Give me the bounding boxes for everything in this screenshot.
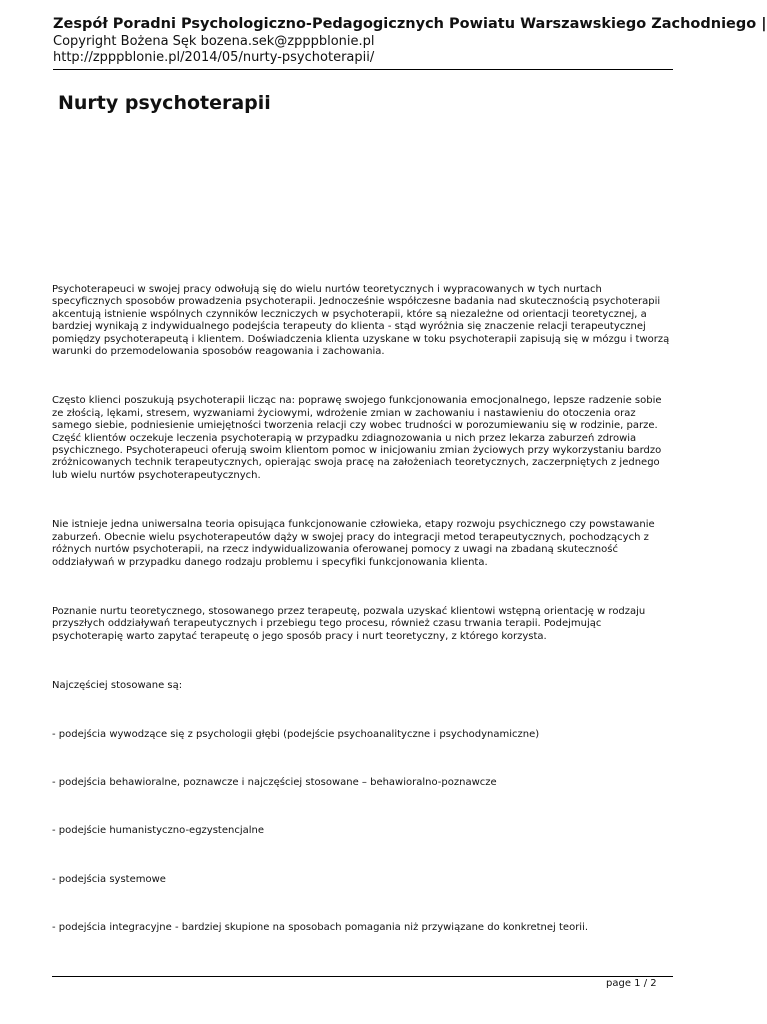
copyright-line: Copyright Bożena Sęk bozena.sek@zpppblonie.pl (53, 34, 375, 49)
footer-divider (52, 976, 673, 977)
list-intro: Najczęściej stosowane są: (52, 680, 183, 692)
article-body (52, 284, 674, 935)
list-item: - podejścia wywodzące się z psychologii głębi (podejście psychoanalityczne i psychodynamiczne) (52, 728, 540, 740)
list-item: - podejście humanistyczno-egzystencjalne (52, 825, 265, 837)
paragraph: Nie istnieje jedna uniwersalna teoria opisująca funkcjonowanie człowieka, etapy rozwoju psychicznego czy powstawanie zaburzeń. Obecnie wielu psychoterapeutów dąży w swojej pracy do integracji metod terapeutycznych, pochodzących z różnych nurtów psychoterapii, na rzecz indywidualizowania oferowanej pomocy z uwagi na zbadaną skuteczność oddziaływań w przypadku danego rodzaju problemu i specyfiki funkcjonowania klienta. (52, 519, 655, 568)
list-item: - podejścia behawioralne, poznawcze i najczęściej stosowane – behawioralno-poznawcze (52, 776, 497, 788)
paragraph: Często klienci poszukują psychoterapii licząc na: poprawę swojego funkcjonowania emocjonalnego, lepsze radzenie sobie ze złością, lękami, stresem, wyzwaniami życiowymi, wdrożenie zmian w zachowaniu i nastawieniu do otoczenia oraz samego siebie, podniesienie umiejętności tworzenia relacji czy wobec trudności w porozumiewaniu się w rodzinie, parze. Część klientów oczekuje leczenia psychoterapią w przypadku zdiagnozowania u nich przez lekarza zaburzeń zdrowia psychicznego. Psychoterapeuci oferują swoim klientom pomoc w inicjowaniu zmian życiowych przy wykorzystaniu bardzo zróżnicowanych technik terapeutycznych, opierając swoja pracę na założeniach teoretycznych, zaczerpniętych z jednego lub wielu nurtów psychoterapeutycznych. (52, 395, 662, 481)
list-item: - podejścia integracyjne - bardziej skupione na sposobach pomagania niż przywiązane do konkretnej teorii. (52, 922, 589, 934)
page-header (53, 14, 767, 70)
page-title: Nurty psychoterapii (58, 92, 271, 114)
list-item: - podejścia systemowe (52, 873, 166, 885)
organization-name: Zespół Poradni Psychologiczno-Pedagogicznych Powiatu Warszawskiego Zachodniego | (53, 16, 767, 32)
paragraph: Poznanie nurtu teoretycznego, stosowanego przez terapeutę, pozwala uzyskać klientowi wstępną orientację w rodzaju przyszłych oddziaływań terapeutycznych i przebiegu tego procesu, również czasu trwania terapii. Podejmując psychoterapię warto zapytać terapeutę o jego sposób pracy i nurt teoretyczny, z którego korzysta. (52, 605, 646, 642)
source-url: http://zpppblonie.pl/2014/05/nurty-psychoterapii/ (53, 50, 375, 65)
page-number: page 1 / 2 (606, 978, 657, 989)
paragraph: Psychoterapeuci w swojej pracy odwołują się do wielu nurtów teoretycznych i wypracowanych w tych nurtach specyficznych sposobów prowadzenia psychoterapii. Jednocześnie współczesne badania nad skutecznością psychoterapii akcentują istnienie wspólnych czynników leczniczych w psychoterapii, które są niezależne od orientacji teoretycznej, a bardziej wynikają z indywidualnego podejścia terapeuty do klienta - stąd wyróżnia się znaczenie relacji terapeutycznej pomiędzy psychoterapeutą i klientem. Doświadczenia klienta uzyskane w toku psychoterapii zapisują się w mózgu i tworzą warunki do przemodelowania sposobów reagowania i zachowania. (52, 284, 670, 358)
